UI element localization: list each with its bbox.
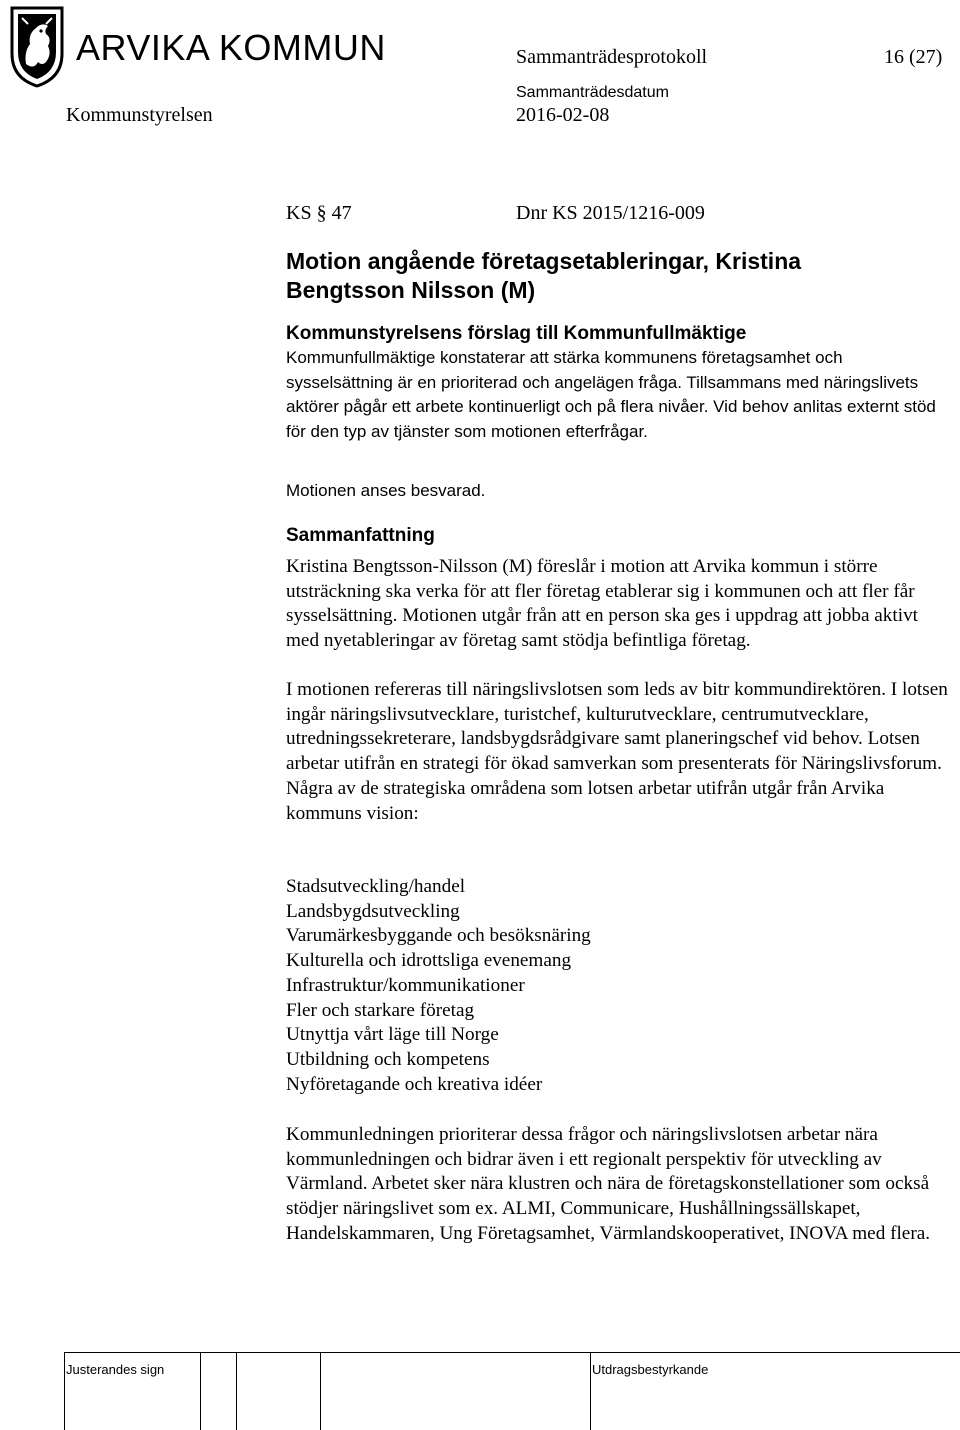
list-item: Stadsutveckling/handel: [286, 876, 466, 897]
page-title: Motion angående företagsetableringar, Kristina Bengtsson Nilsson (M): [286, 248, 802, 303]
footer-divider: [236, 1352, 237, 1430]
extract-verification-label: Utdragsbestyrkande: [592, 1362, 709, 1377]
list-item: Fler och starkare företag: [286, 999, 475, 1021]
proposal-text: Kommunfullmäktige konstaterar att stärka kommunens företagsamhet och sysselsättning är en prioriterad och angelägen fråga. Tillsammans med näringslivets aktörer pågår ett arbete kontinuerligt och på flera nivåer. Vid behov anlitas externt stöd för den typ av tjänster som motionen efterfrågar.: [286, 348, 936, 442]
list-item: Nyföretagande och kreativa idéer: [286, 1073, 543, 1095]
committee-name: Kommunstyrelsen: [66, 104, 213, 126]
case-paragraph-id: KS § 47: [286, 202, 352, 224]
footer-divider: [320, 1352, 321, 1430]
meeting-date-label: Sammanträdesdatum: [516, 84, 669, 101]
registration-number: Dnr KS 2015/1216-009: [516, 202, 705, 224]
list-item: Utnyttja vårt läge till Norge: [286, 1024, 499, 1046]
page-number: 16 (27): [884, 46, 943, 68]
proposal-heading: Kommunstyrelsens förslag till Kommunfullmäktige: [286, 323, 747, 344]
municipal-coat-of-arms-logo: [8, 4, 66, 88]
signature-footer: [0, 1340, 960, 1430]
list-item: Infrastruktur/kommunikationer: [286, 974, 525, 996]
list-item: Utbildning och kompetens: [286, 1048, 490, 1070]
summary-paragraph-2: I motionen refereras till näringslivslotsen som leds av bitr kommundirektören. I lotsen ingår näringslivsutvecklare, turistchef, kulturutvecklare, centrumutvecklare, utredningssekreterare, landsbygdsrådgivare samt planeringschef vid behov. Lotsen arbetar utifrån en strategi för ökad samverkan som presenterats för Näringslivsforum. Några av de strategiska områdena som lotsen arbetar utifrån utgår från Arvika kommuns vision:: [286, 679, 948, 824]
justification-signature-label: Justerandes sign: [66, 1362, 165, 1377]
list-item: Kulturella och idrottsliga evenemang: [286, 950, 572, 972]
summary-heading: Sammanfattning: [286, 525, 435, 546]
footer-divider: [200, 1352, 201, 1430]
footer-divider: [590, 1352, 591, 1430]
summary-paragraph-1: Kristina Bengtsson-Nilsson (M) föreslår i motion att Arvika kommun i större utsträckning ska verka för att fler företag etablerar sig i kommunen och att fler får sysselsättning. Motionen utgår från att en person ska ges i uppdrag att jobba aktivt med nyetableringar av företag samt stödja befintliga företag.: [286, 556, 918, 652]
document-type: Sammanträdesprotokoll: [516, 46, 708, 68]
summary-paragraph-3: Kommunledningen prioriterar dessa frågor och näringslivslotsen arbetar nära kommunledningen och bidrar även i ett regionalt perspektiv för utveckling av Värmland. Arbetet sker nära klustren och nära de företagskonstellationer som också stödjer näringslivet som ex. ALMI, Communicare, Hushållningssällskapet, Handelskammaren, Ung Företagsamhet, Värmlandskooperativet, INOVA med flera.: [286, 1124, 931, 1244]
list-item: Landsbygdsutveckling: [286, 900, 460, 922]
list-item: Varumärkesbyggande och besöksnäring: [286, 925, 591, 947]
footer-divider: [64, 1352, 65, 1430]
footer-divider: [64, 1352, 960, 1353]
meeting-date: 2016-02-08: [516, 104, 610, 126]
proposal-decision: Motionen anses besvarad.: [286, 481, 486, 500]
strategic-areas-list: [286, 875, 591, 1097]
organization-name: ARVIKA KOMMUN: [76, 27, 386, 68]
